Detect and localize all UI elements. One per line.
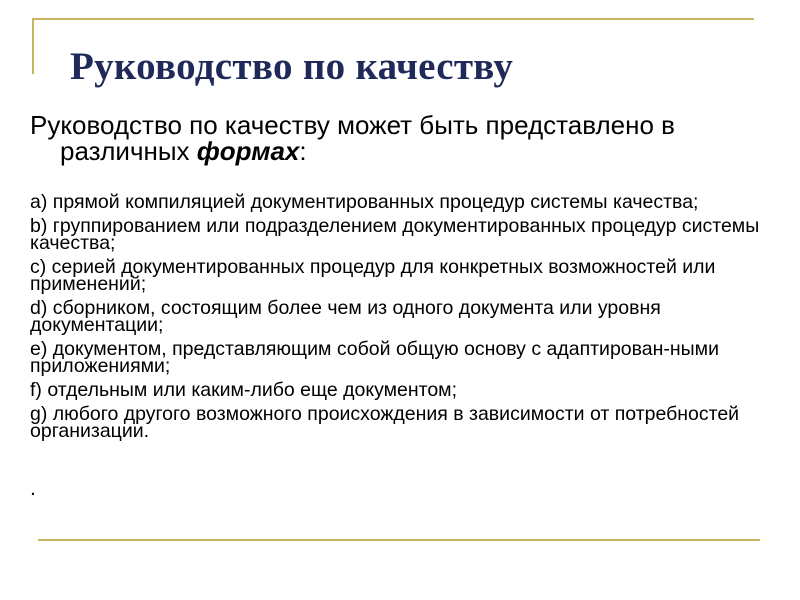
list-item: f) отдельным или каким-либо еще документом; [30,379,458,401]
forms-list [30,191,774,442]
list-item: g) любого другого возможного происхождения в зависимости от потребностей организации. [30,403,740,442]
intro-emphasis: формах [196,136,300,166]
list-item: b) группированием или подразделением документированных процедур системы качества; [30,215,760,254]
list-item: d) сборником, состоящим более чем из одного документа или уровня документации; [30,297,661,336]
slide-title: Руководство по качеству [70,45,514,88]
top-decorative-rule [32,18,754,20]
list-item: c) серией документированных процедур для конкретных возможностей или применений; [30,256,716,295]
intro-text: Руководство по качеству может быть представлено в различных [30,110,675,166]
left-decorative-rule [32,18,34,74]
bottom-decorative-rule [38,539,760,541]
intro-end: : [299,136,307,166]
trailing-mark: . [30,477,36,500]
slide-body [30,112,774,500]
list-item: a) прямой компиляцией документированных процедур системы качества; [30,191,699,213]
list-item: e) документом, представляющим собой общую основу с адаптирован-ными приложениями; [30,338,719,377]
intro-paragraph [30,112,774,164]
